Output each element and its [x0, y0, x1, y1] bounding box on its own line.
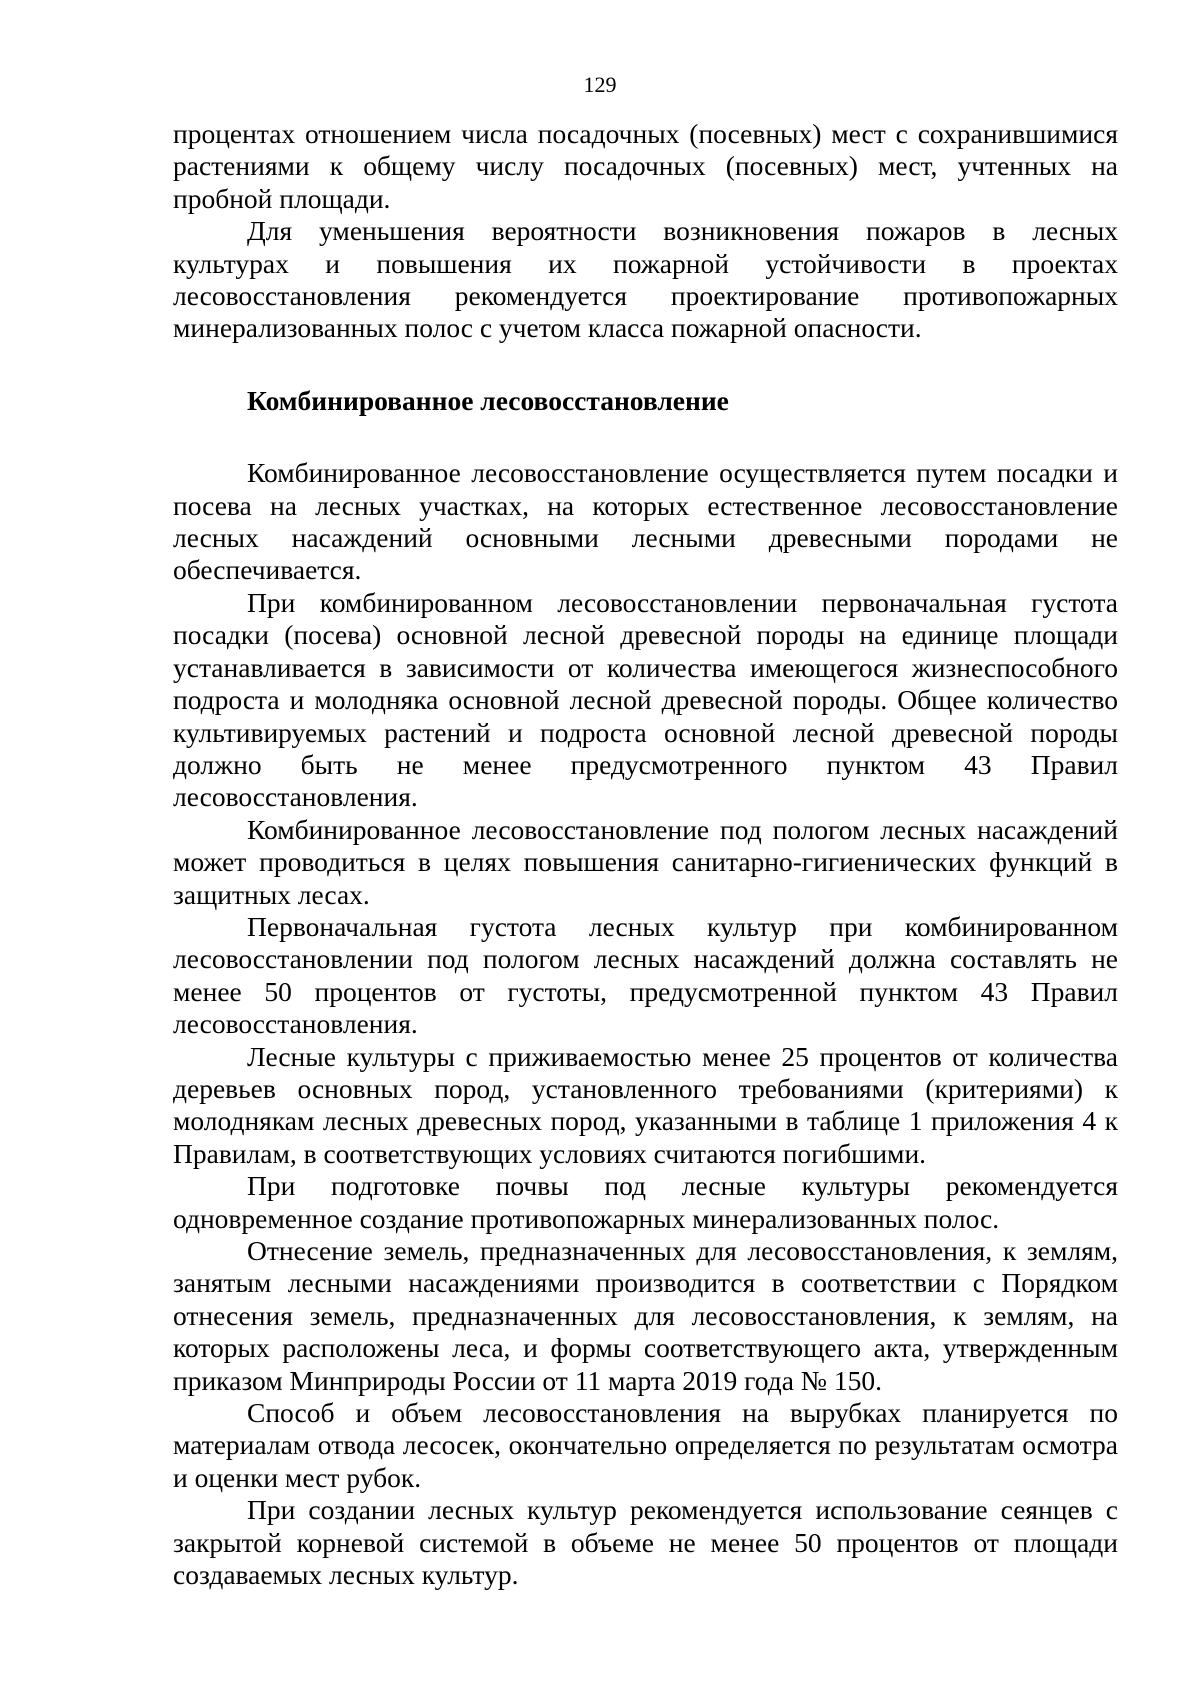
paragraph: Способ и объем лесовосстановления на вырубках планируется по материалам отвода лесосек, окончательно определяется по результатам осмотра и оценки мест рубок.: [173, 1397, 1118, 1493]
document-body: [173, 118, 1118, 1591]
paragraph: Лесные культуры с приживаемостью менее 25 процентов от количества деревьев основных пород, установленного требованиями (критериями) к молоднякам лесных древесных пород, указанными в таблице 1 приложения 4 к Правилам, в соответствующих условиях считаются погибшими.: [173, 1040, 1118, 1169]
paragraph: Отнесение земель, предназначенных для лесовосстановления, к землям, занятым лесными насаждениями производится в соответствии с Порядком отнесения земель, предназначенных для лесовосстановления, к землям, на которых расположены леса, и формы соответствующего акта, утвержденным приказом Минприроды России от 11 марта 2019 года № 150.: [173, 1235, 1118, 1396]
paragraph: При создании лесных культур рекомендуется использование сеянцев с закрытой корневой системой в объеме не менее 50 процентов от площади создаваемых лесных культур.: [173, 1494, 1118, 1591]
paragraph: Комбинированное лесовосстановление осуществляется путем посадки и посева на лесных участках, на которых естественное лесовосстановление лесных насаждений основными лесными древесными породами не обеспечивается.: [173, 457, 1118, 586]
section-heading: Комбинированное лесовосстановление: [247, 384, 729, 416]
paragraph: Для уменьшения вероятности возникновения пожаров в лесных культурах и повышения их пожарной устойчивости в проектах лесовосстановления рекомендуется проектирование противопожарных минерализованных полос с учетом класса пожарной опасности.: [173, 215, 1118, 344]
paragraph: При комбинированном лесовосстановлении первоначальная густота посадки (посева) основной лесной древесной породы на единице площади устанавливается в зависимости от количества имеющегося жизнеспособного подроста и молодняка основной лесной древесной породы. Общее количество культивируемых растений и подроста основной лесной древесной породы должно быть не менее предусмотренного пунктом 43 Правил лесовосстановления.: [173, 586, 1118, 813]
page-number: 129: [583, 72, 617, 97]
paragraph: Комбинированное лесовосстановление под пологом лесных насаждений может проводиться в целях повышения санитарно-гигиенических функций в защитных лесах.: [173, 813, 1118, 910]
paragraph-continuation: процентах отношением числа посадочных (посевных) мест с сохранившимися растениями к общему числу посадочных (посевных) мест, учтенных на пробной площади.: [173, 118, 1118, 214]
paragraph: Первоначальная густота лесных культур при комбинированном лесовосстановлении под пологом лесных насаждений должна составлять не менее 50 процентов от густоты, предусмотренной пунктом 43 Правил лесовосстановления.: [173, 910, 1118, 1040]
paragraph: При подготовке почвы под лесные культуры рекомендуется одновременное создание противопожарных минерализованных полос.: [173, 1170, 1118, 1234]
